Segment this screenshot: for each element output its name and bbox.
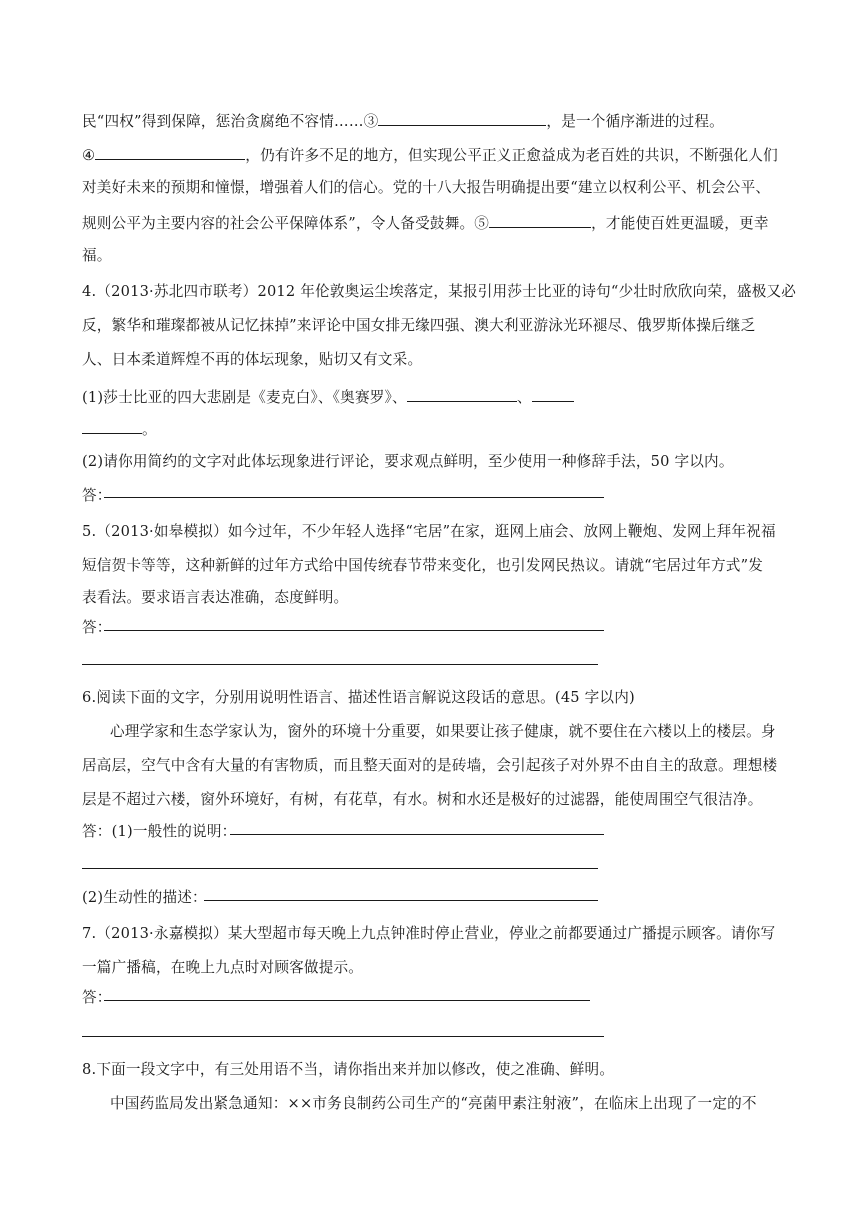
text-segment: 。: [142, 421, 157, 438]
q4-line-3: 人、日本柔道辉煌不再的体坛现象，贴切又有文采。: [82, 351, 423, 368]
para-line-4: [82, 212, 782, 234]
q6-answer-2-line[interactable]: [204, 900, 598, 901]
q6-text-2: 居高层，空气中含有大量的有害物质，而且整天面对的是砖墙，会引起孩子对外界不由自主的敌意。理想楼: [82, 757, 778, 774]
fill-blank-tragedy-3[interactable]: [407, 386, 517, 402]
q7-answer-line-1[interactable]: [104, 1000, 590, 1001]
fill-blank-5[interactable]: [489, 212, 591, 228]
fill-blank-tragedy-4a[interactable]: [532, 386, 574, 402]
q7-answer-line-2[interactable]: [82, 1036, 604, 1037]
q6-text-1: 心理学家和生态学家认为，窗外的环境十分重要，如果要让孩子健康，就不要住在六楼以上的楼层。身: [110, 723, 776, 740]
fill-blank-3[interactable]: [378, 110, 546, 126]
q4-line-1: 4.（2013·苏北四市联考）2012 年伦敦奥运尘埃落定，某报引用莎士比亚的诗句“少壮时欣欣向荣，盛极又必: [82, 283, 797, 300]
para-line-1: [82, 110, 782, 132]
q5-answer-label: 答：: [82, 619, 112, 636]
para-line-3: 对美好未来的预期和憧憬，增强着人们的信心。党的十八大报告明确提出要“建立以权利公平、机会公平、: [82, 179, 771, 196]
q8-text-1: 中国药监局发出紧急通知：××市务良制药公司生产的“亮菌甲素注射液”，在临床上出现了一定的不: [110, 1095, 757, 1112]
q6-line-1: 6.阅读下面的文字，分别用说明性语言、描述性语言解说这段话的意思。(45 字以内): [82, 689, 635, 706]
q5-line-2: 短信贺卡等等，这种新鲜的过年方式给中国传统春节带来变化，也引发网民热议。请就“宅居过年方式”发: [82, 557, 764, 574]
text-segment: 、: [516, 389, 532, 406]
q4-answer-line[interactable]: [104, 497, 604, 498]
text-segment: 规则公平为主要内容的社会公平保障体系”，令人备受鼓舞。⑤: [82, 215, 490, 232]
q4-line-2: 反，繁华和璀璨都被从记忆抹掉”来评论中国女排无缘四强、澳大利亚游泳光环褪尽、俄罗斯体操后继乏: [82, 317, 756, 334]
q7-line-2: 一篇广播稿，在晚上九点时对顾客做提示。: [82, 959, 364, 976]
text-segment: ，仍有许多不足的地方，但实现公平正义正愈益成为老百姓的共识，不断强化人们: [245, 147, 778, 164]
q7-answer-label: 答：: [82, 989, 112, 1006]
q8-line-1: 8.下面一段文字中，有三处用语不当，请你指出来并加以修改，使之准确、鲜明。: [82, 1061, 615, 1078]
fill-blank-4[interactable]: [95, 144, 245, 160]
para-line-2: [82, 144, 782, 166]
q5-answer-line-2[interactable]: [82, 664, 598, 665]
q4-sub-1-cont: [82, 418, 782, 440]
text-segment: ④: [82, 147, 96, 164]
text-segment: 民“四权”得到保障，惩治贪腐绝不容情……③: [82, 113, 379, 130]
q4-sub-2: (2)请你用简约的文字对此体坛现象进行评论，要求观点鲜明，至少使用一种修辞手法，50 字以内。: [82, 453, 734, 470]
q7-line-1: 7.（2013·永嘉模拟）某大型超市每天晚上九点钟准时停止营业，停业之前都要通过广播提示顾客。请你写: [82, 925, 776, 942]
q5-line-1: 5.（2013·如皋模拟）如今过年，不少年轻人选择“宅居”在家，逛网上庙会、放网上鞭炮、发网上拜年祝福: [82, 523, 776, 540]
q4-sub-1: [82, 386, 782, 408]
q6-answer-1-label: 答：(1)一般性的说明：: [82, 823, 237, 840]
text-segment: (1)莎士比亚的四大悲剧是《麦克白》、《奥赛罗》、: [82, 389, 407, 406]
q5-line-3: 表看法。要求语言表达准确，态度鲜明。: [82, 589, 349, 606]
q6-answer-2-label: (2)生动性的描述：: [82, 889, 207, 906]
q6-answer-1-line[interactable]: [230, 834, 604, 835]
para-line-5: 福。: [82, 247, 112, 264]
text-segment: ，是一个循序渐进的过程。: [546, 113, 724, 130]
q5-answer-line-1[interactable]: [104, 630, 604, 631]
text-segment: ，才能使百姓更温暖，更幸: [591, 215, 769, 232]
fill-blank-tragedy-4b[interactable]: [82, 418, 142, 434]
q6-answer-1-line-2[interactable]: [82, 868, 598, 869]
q4-answer-label: 答：: [82, 487, 112, 504]
q6-text-3: 层是不超过六楼，窗外环境好，有树，有花草，有水。树和水还是极好的过滤器，能使周围空气很洁净。: [82, 791, 763, 808]
